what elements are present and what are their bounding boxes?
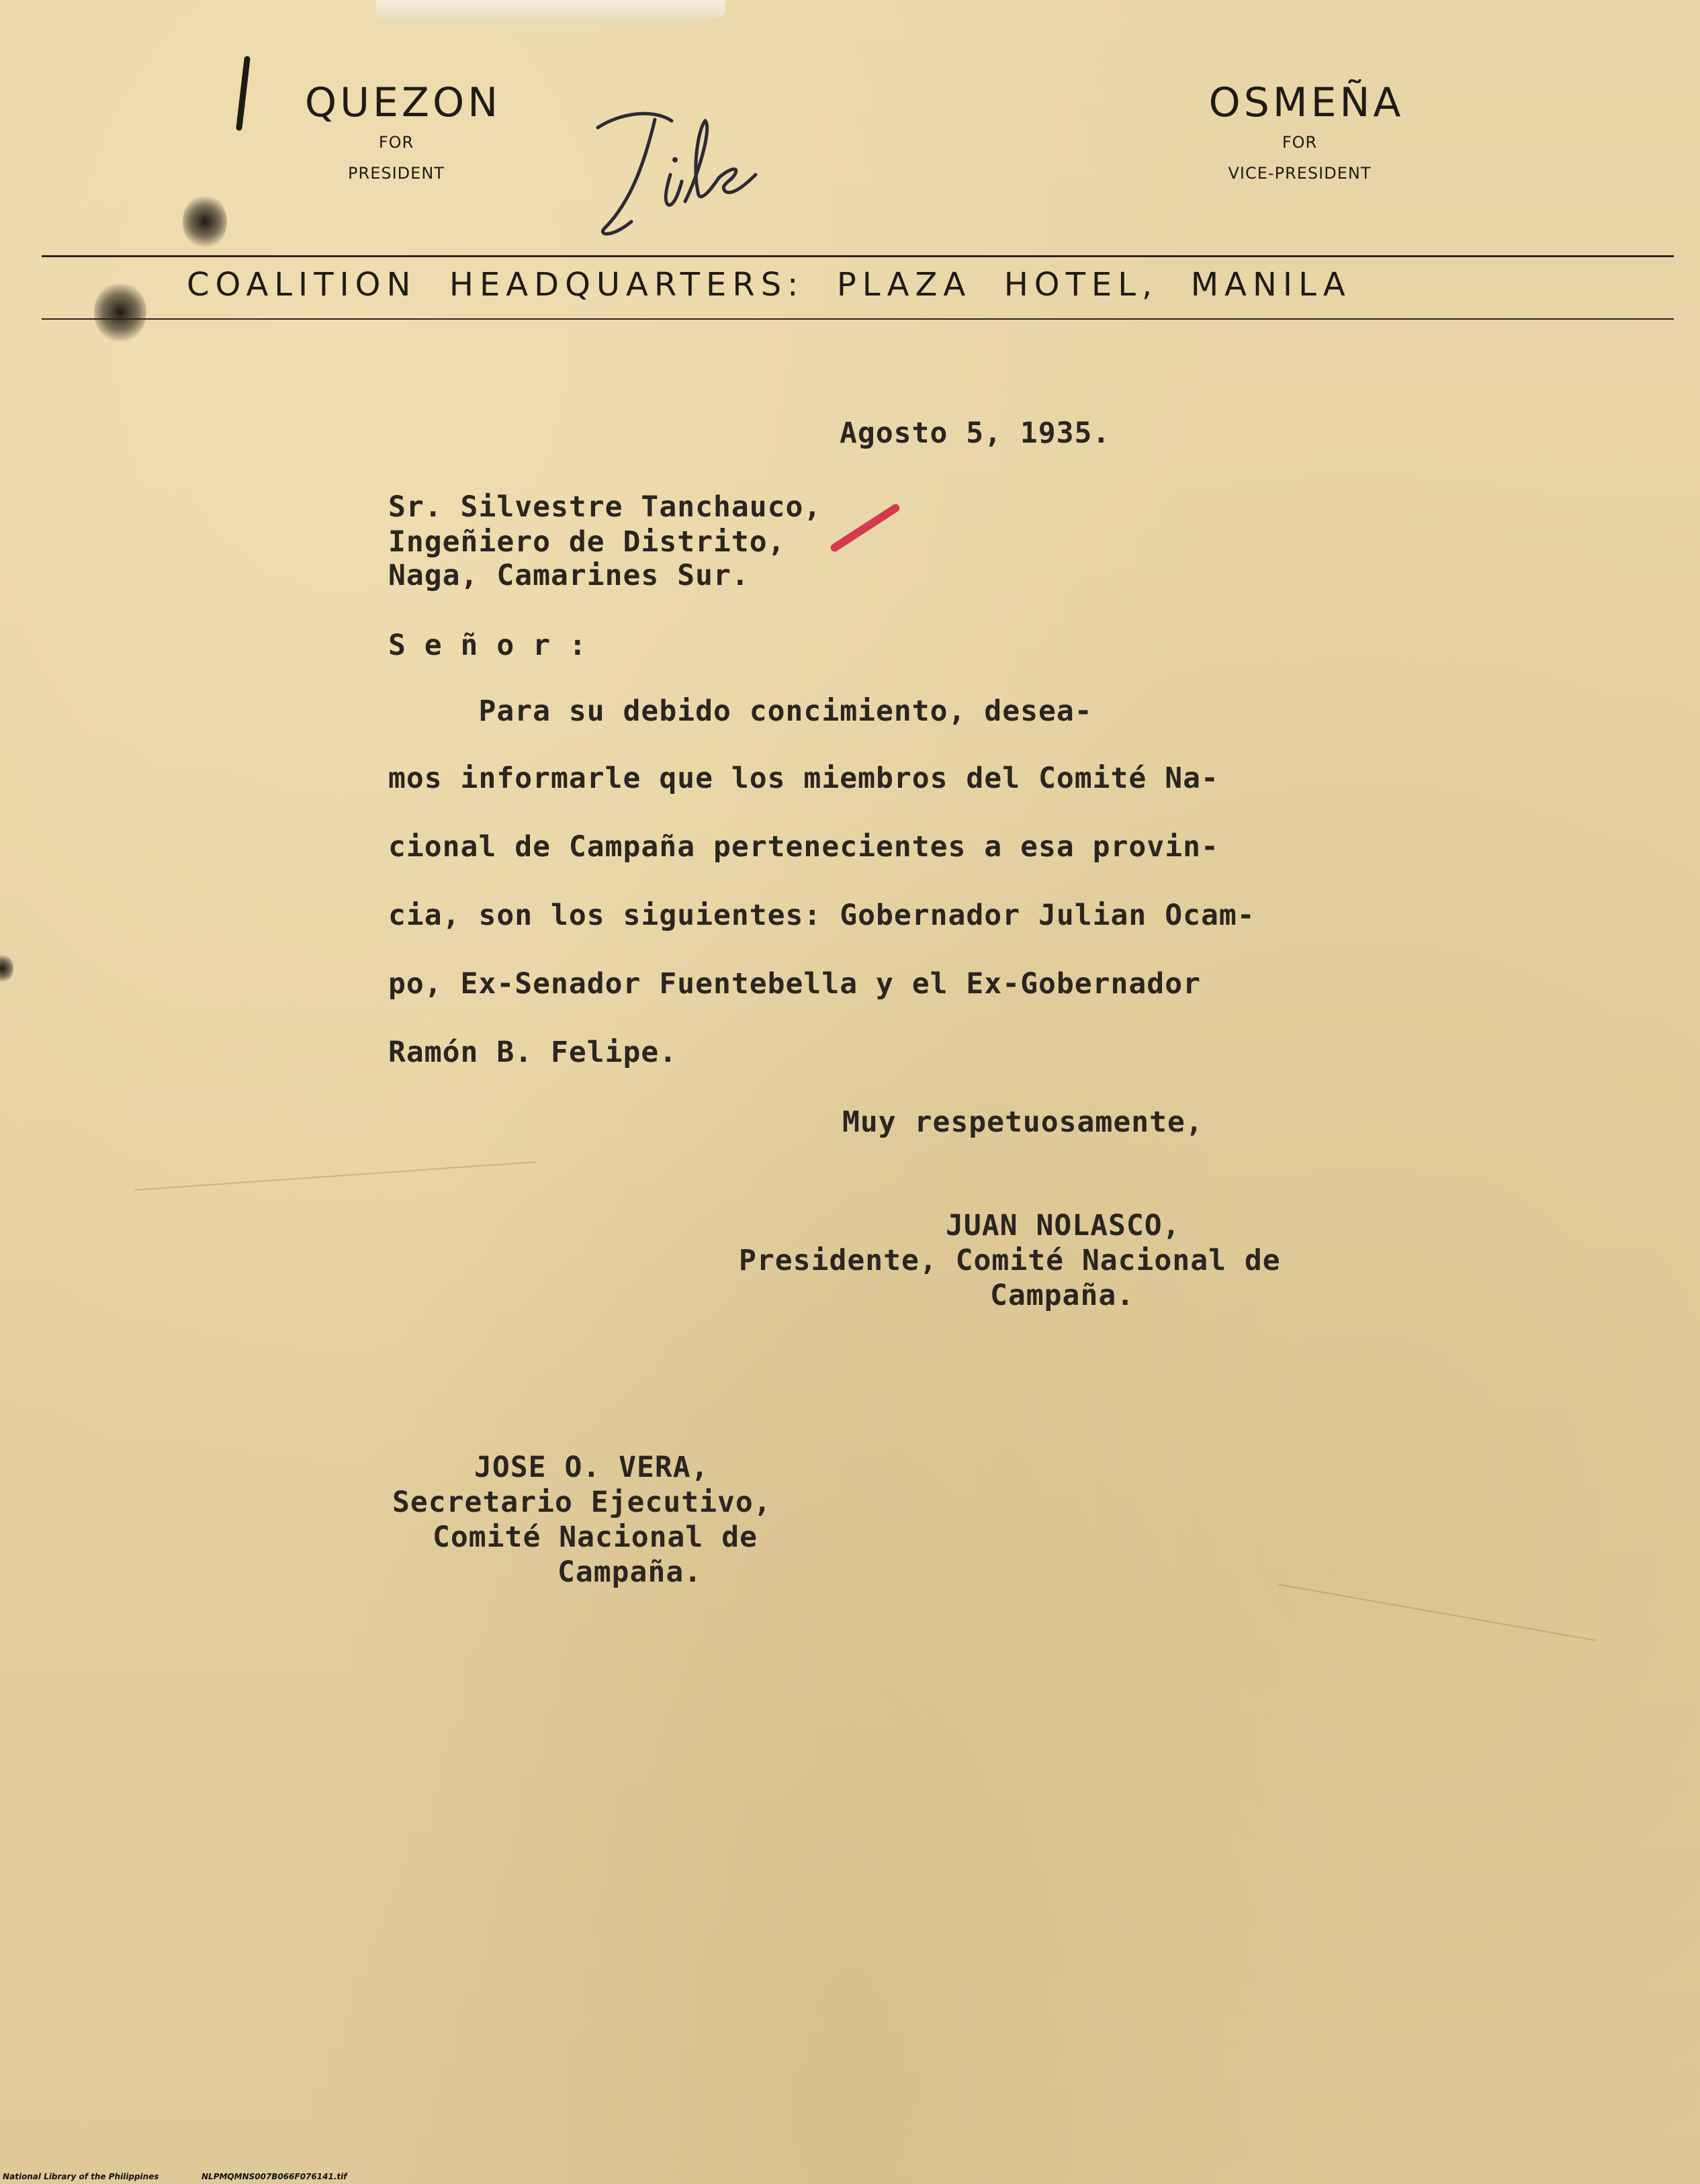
body-line: cia, son los siguientes: Gobernador Julian Ocam- [388, 899, 1255, 932]
signatory-title: Secretario Ejecutivo, [392, 1486, 772, 1519]
paper-crease [1278, 1584, 1596, 1641]
body-line: Ramón B. Felipe. [388, 1036, 678, 1069]
letter-date: Agosto 5, 1935. [840, 416, 1111, 450]
red-pencil-mark [829, 502, 901, 553]
headquarters-address: COALITION HEADQUARTERS: PLAZA HOTEL, MANILA [187, 266, 1351, 304]
salutation: S e ñ o r : [388, 629, 587, 662]
signatory-title: Comité Nacional de [433, 1520, 758, 1554]
signatory-title: Campaña. [557, 1555, 703, 1589]
office-vice-president: VICE-PRESIDENT [1228, 164, 1372, 183]
office-president: PRESIDENT [348, 164, 445, 183]
candidate-right [1142, 79, 1471, 183]
body-line: mos informarle que los miembros del Comité Na- [388, 762, 1219, 795]
recipient-line: Naga, Camarines Sur. [388, 559, 750, 592]
header-rule-top [42, 255, 1674, 257]
archive-source: National Library of the Philippines [3, 2172, 159, 2181]
recipient-line: Ingeñiero de Distrito, [388, 525, 786, 559]
signatory-title: Presidente, Comité Nacional de [739, 1244, 1281, 1277]
signatory-name: JOSE O. VERA, [474, 1451, 709, 1484]
body-line: cional de Campaña pertenecientes a esa provin- [388, 830, 1219, 864]
recipient-line: Sr. Silvestre Tanchauco, [388, 490, 822, 524]
header-rule-bottom [42, 318, 1674, 320]
ink-dot [0, 954, 13, 983]
candidate-name-osmena: OSMEÑA [1208, 79, 1404, 126]
ink-stain [183, 195, 227, 248]
candidate-name-quezon: QUEZON [304, 79, 502, 126]
signatory-name: JUAN NOLASCO, [946, 1209, 1181, 1242]
pen-stroke [228, 54, 255, 134]
signatory-title: Campaña. [990, 1279, 1135, 1312]
body-line: po, Ex-Senador Fuentebella y el Ex-Gobernador [388, 967, 1201, 1001]
body-line: Para su debido concimiento, desea- [388, 694, 1093, 728]
for-label: FOR [378, 133, 414, 152]
archive-file-id: NLPMQMNS007B066F076141.tif [202, 2172, 347, 2181]
torn-edge [376, 0, 725, 31]
paper-crease [135, 1161, 537, 1191]
handwritten-file-annotation [591, 101, 766, 248]
for-label: FOR [1282, 133, 1318, 152]
ink-stain [94, 282, 146, 343]
closing: Muy respetuosamente, [842, 1105, 1204, 1139]
candidate-left [262, 79, 544, 183]
